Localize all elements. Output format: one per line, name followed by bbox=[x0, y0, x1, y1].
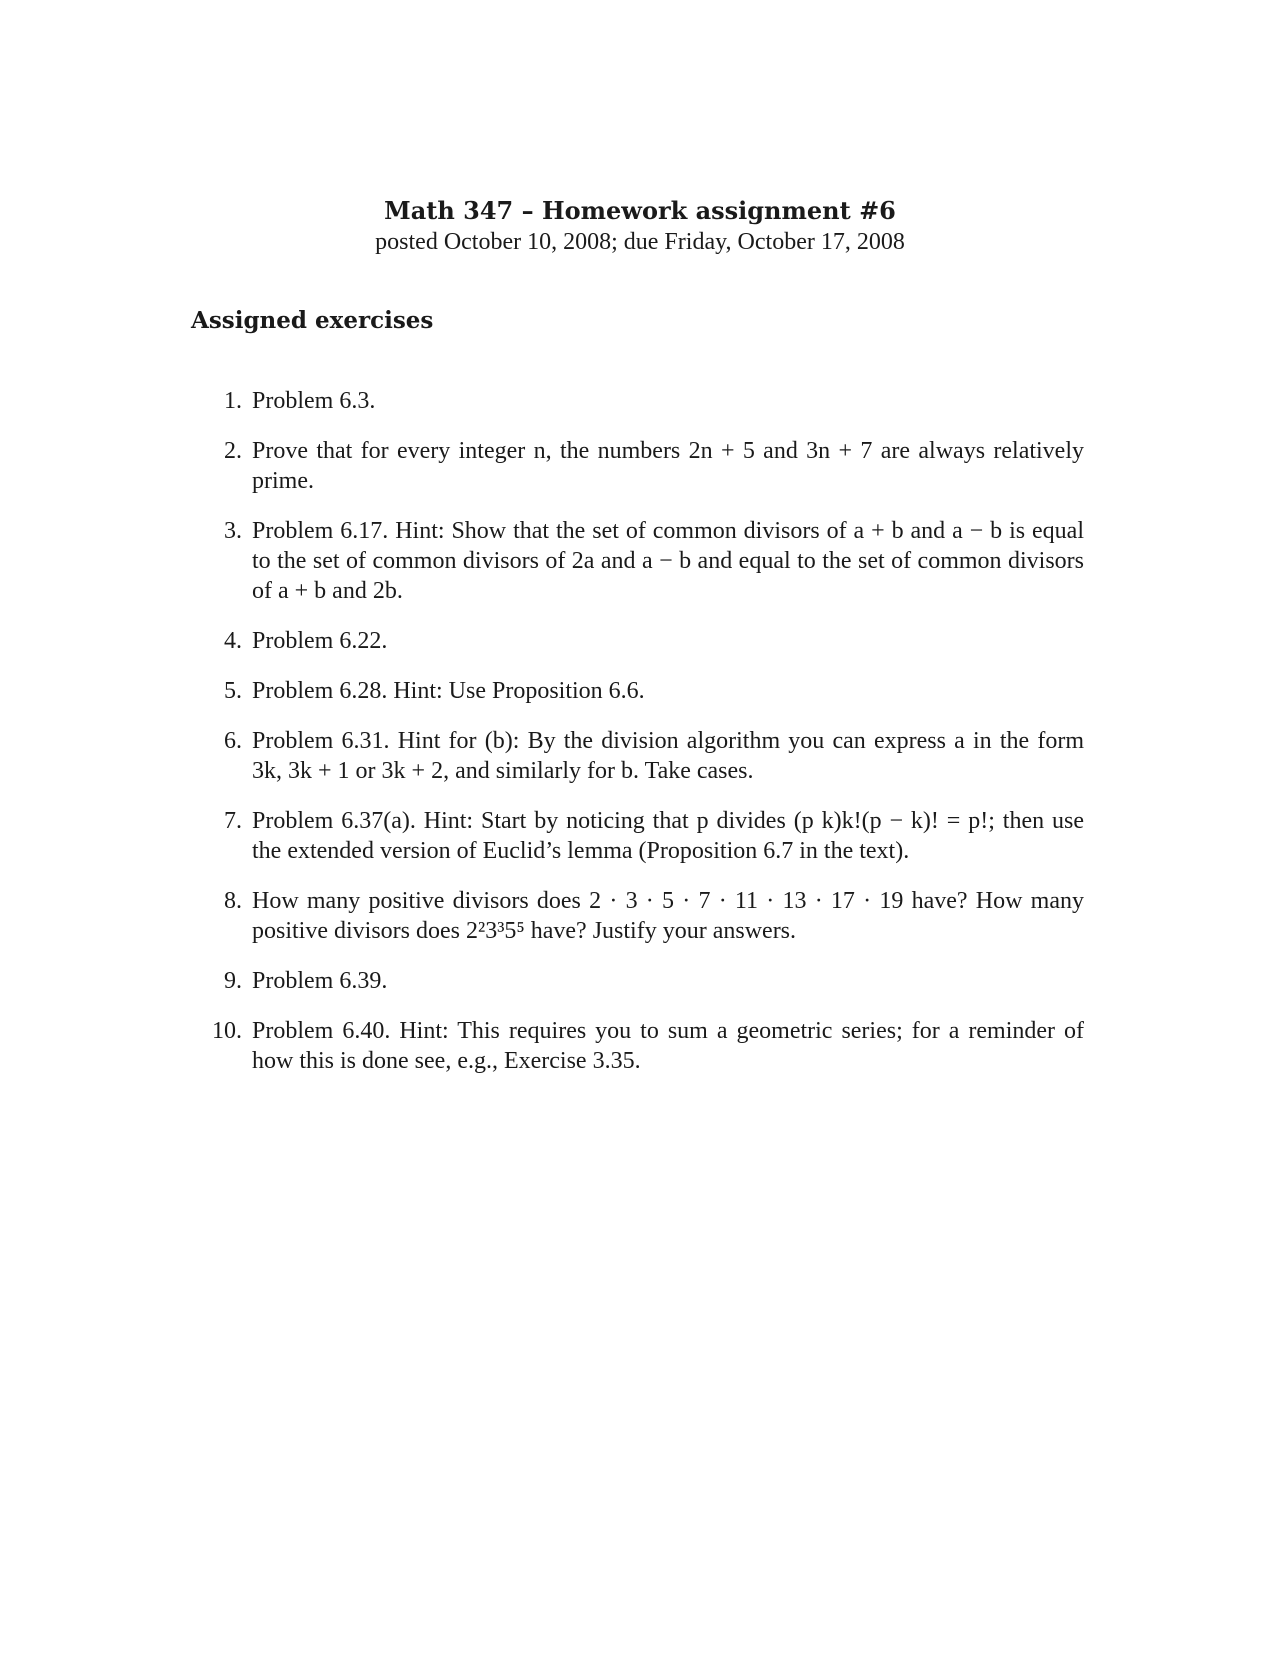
document-header bbox=[0, 196, 1280, 258]
exercise-item-4 bbox=[200, 626, 1084, 656]
exercise-text: Problem 6.31. Hint for (b): By the division algorithm you can express a in the form 3k, 3k + 1 or 3k + 2, and similarly for b. Take cases. bbox=[252, 728, 1084, 784]
exercise-item-2 bbox=[200, 436, 1084, 496]
section-heading: Assigned exercises bbox=[191, 307, 434, 334]
exercise-item-3 bbox=[200, 516, 1084, 606]
exercise-number: 7. bbox=[224, 808, 242, 834]
exercise-list bbox=[200, 386, 1084, 1096]
exercise-text: Problem 6.37(a). Hint: Start by noticing that p divides (p k)k!(p − k)! = p!; then use the extended version of Euclid’s lemma (Proposition 6.7 in the text). bbox=[252, 808, 1084, 864]
exercise-text: Prove that for every integer n, the numbers 2n + 5 and 3n + 7 are always relatively prime. bbox=[252, 438, 1084, 494]
exercise-item-1 bbox=[200, 386, 1084, 416]
exercise-text: Problem 6.39. bbox=[252, 968, 388, 994]
exercise-item-9 bbox=[200, 966, 1084, 996]
exercise-number: 10. bbox=[212, 1018, 242, 1044]
exercise-item-8 bbox=[200, 886, 1084, 946]
exercise-number: 8. bbox=[224, 888, 242, 914]
exercise-item-10 bbox=[200, 1016, 1084, 1076]
exercise-number: 2. bbox=[224, 438, 242, 464]
exercise-text: How many positive divisors does 2 · 3 · 5 · 7 · 11 · 13 · 17 · 19 have? How many positive divisors does 2²3³5⁵ have? Justify your answers. bbox=[252, 888, 1084, 944]
exercise-number: 6. bbox=[224, 728, 242, 754]
exercise-number: 3. bbox=[224, 518, 242, 544]
assignment-dates: posted October 10, 2008; due Friday, October 17, 2008 bbox=[375, 229, 905, 255]
exercise-text: Problem 6.3. bbox=[252, 388, 376, 414]
exercise-text: Problem 6.40. Hint: This requires you to sum a geometric series; for a reminder of how this is done see, e.g., Exercise 3.35. bbox=[252, 1018, 1084, 1074]
exercise-text: Problem 6.17. Hint: Show that the set of common divisors of a + b and a − b is equal to the set of common divisors of 2a and a − b and equal to the set of common divisors of a + b and 2b. bbox=[252, 518, 1084, 604]
exercise-number: 1. bbox=[224, 388, 242, 414]
assignment-title: Math 347 – Homework assignment #6 bbox=[384, 196, 896, 225]
exercise-item-7 bbox=[200, 806, 1084, 866]
exercise-number: 4. bbox=[224, 628, 242, 654]
exercise-text: Problem 6.22. bbox=[252, 628, 388, 654]
exercise-number: 9. bbox=[224, 968, 242, 994]
exercise-text: Problem 6.28. Hint: Use Proposition 6.6. bbox=[252, 678, 645, 704]
exercise-item-6 bbox=[200, 726, 1084, 786]
exercise-number: 5. bbox=[224, 678, 242, 704]
exercise-item-5 bbox=[200, 676, 1084, 706]
